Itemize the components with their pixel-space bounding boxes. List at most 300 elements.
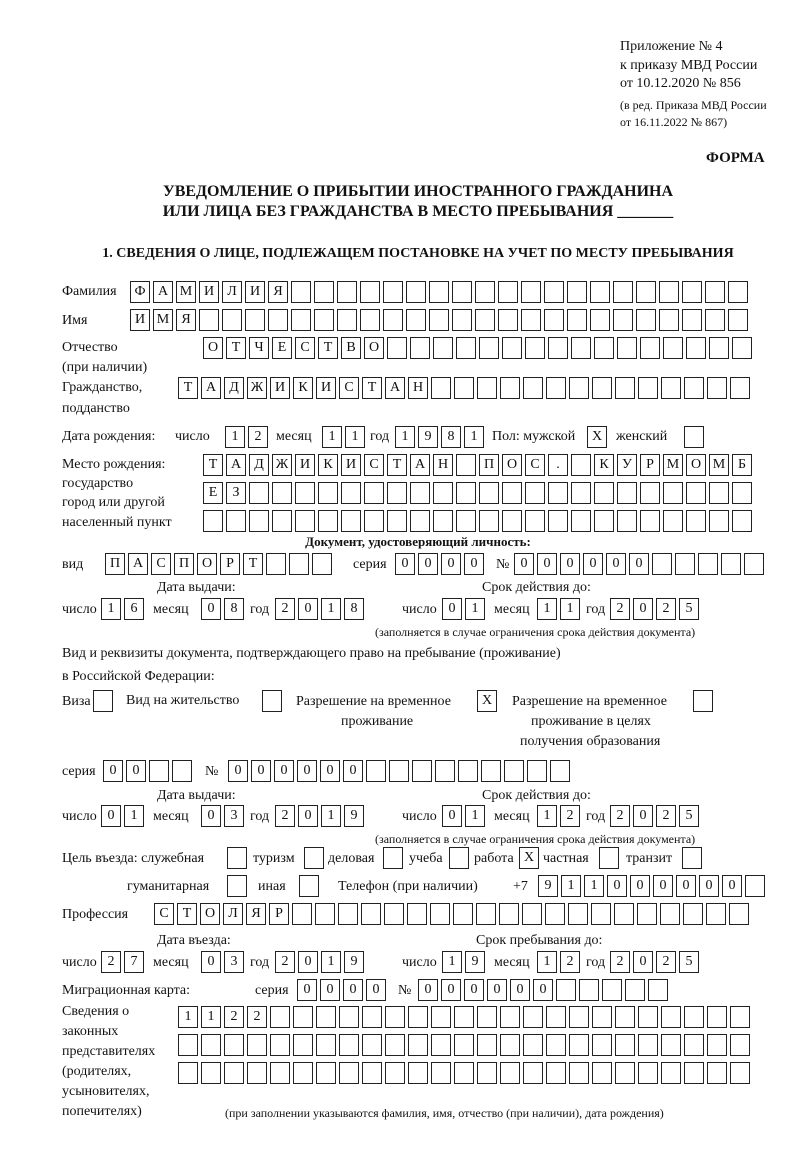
date-field[interactable] (537, 598, 580, 620)
char-box[interactable] (661, 1062, 681, 1084)
char-box[interactable]: В (341, 337, 361, 359)
char-box[interactable] (453, 903, 473, 925)
char-box[interactable]: С (151, 553, 171, 575)
phone-field[interactable] (538, 875, 765, 897)
char-box[interactable]: X (519, 847, 539, 869)
char-box[interactable] (625, 979, 645, 1001)
char-box[interactable] (341, 510, 361, 532)
char-box[interactable] (548, 337, 568, 359)
char-box[interactable] (571, 337, 591, 359)
char-box[interactable]: 0 (274, 760, 294, 782)
char-box[interactable]: 0 (607, 875, 627, 897)
char-box[interactable] (383, 281, 403, 303)
char-box[interactable]: 0 (699, 875, 719, 897)
char-box[interactable] (433, 337, 453, 359)
char-box[interactable] (475, 281, 495, 303)
char-box[interactable]: О (200, 903, 220, 925)
char-box[interactable]: Н (433, 454, 453, 476)
char-box[interactable]: 0 (676, 875, 696, 897)
char-box[interactable]: 0 (201, 598, 221, 620)
char-box[interactable]: 1 (201, 1006, 221, 1028)
char-box[interactable] (433, 510, 453, 532)
char-box[interactable] (637, 903, 657, 925)
char-box[interactable] (498, 309, 518, 331)
char-box[interactable] (201, 1062, 221, 1084)
char-box[interactable] (408, 1006, 428, 1028)
char-box[interactable] (477, 1034, 497, 1056)
char-box[interactable]: Е (272, 337, 292, 359)
char-box[interactable]: 0 (298, 598, 318, 620)
char-box[interactable] (548, 510, 568, 532)
char-box[interactable] (295, 510, 315, 532)
char-box[interactable]: М (709, 454, 729, 476)
char-box[interactable] (615, 1062, 635, 1084)
char-box[interactable]: М (176, 281, 196, 303)
char-box[interactable] (638, 377, 658, 399)
char-box[interactable] (385, 1062, 405, 1084)
char-box[interactable] (291, 309, 311, 331)
char-box[interactable] (500, 377, 520, 399)
char-box[interactable]: 9 (344, 805, 364, 827)
char-box[interactable] (407, 903, 427, 925)
char-box[interactable]: 1 (321, 598, 341, 620)
char-box[interactable] (408, 1062, 428, 1084)
char-box[interactable] (745, 875, 765, 897)
char-box[interactable] (172, 760, 192, 782)
birthplace-field[interactable] (203, 510, 752, 532)
char-box[interactable] (661, 377, 681, 399)
char-box[interactable] (504, 760, 524, 782)
char-box[interactable]: Ж (272, 454, 292, 476)
char-box[interactable] (387, 510, 407, 532)
date-field[interactable] (442, 598, 485, 620)
char-box[interactable] (318, 482, 338, 504)
char-box[interactable] (318, 510, 338, 532)
char-box[interactable] (314, 309, 334, 331)
char-box[interactable]: 0 (629, 553, 649, 575)
date-field[interactable] (442, 805, 485, 827)
char-box[interactable] (686, 337, 706, 359)
char-box[interactable]: 8 (344, 598, 364, 620)
char-box[interactable] (429, 281, 449, 303)
date-field[interactable] (537, 951, 580, 973)
char-box[interactable]: И (199, 281, 219, 303)
char-box[interactable]: 5 (679, 598, 699, 620)
char-box[interactable] (435, 760, 455, 782)
char-box[interactable]: И (130, 309, 150, 331)
char-box[interactable] (262, 690, 282, 712)
char-box[interactable]: 2 (560, 805, 580, 827)
char-box[interactable]: 3 (224, 951, 244, 973)
char-box[interactable] (410, 337, 430, 359)
char-box[interactable]: 1 (442, 951, 462, 973)
char-box[interactable] (456, 337, 476, 359)
char-box[interactable] (477, 1062, 497, 1084)
char-box[interactable] (362, 1062, 382, 1084)
char-box[interactable]: Р (640, 454, 660, 476)
char-box[interactable] (599, 847, 619, 869)
char-box[interactable] (408, 1034, 428, 1056)
char-box[interactable] (706, 903, 726, 925)
char-box[interactable]: Р (269, 903, 289, 925)
date-field[interactable] (275, 951, 364, 973)
char-box[interactable]: 6 (124, 598, 144, 620)
id-number-field[interactable] (514, 553, 764, 575)
trp-education-checkbox[interactable] (693, 690, 713, 712)
char-box[interactable]: М (153, 309, 173, 331)
char-box[interactable] (458, 760, 478, 782)
char-box[interactable] (406, 281, 426, 303)
char-box[interactable]: О (364, 337, 384, 359)
char-box[interactable] (226, 510, 246, 532)
char-box[interactable]: 0 (251, 760, 271, 782)
char-box[interactable]: 9 (538, 875, 558, 897)
char-box[interactable]: 9 (418, 426, 438, 448)
char-box[interactable]: Т (387, 454, 407, 476)
char-box[interactable] (295, 482, 315, 504)
char-box[interactable]: Д (249, 454, 269, 476)
char-box[interactable] (613, 309, 633, 331)
char-box[interactable]: 2 (560, 951, 580, 973)
char-box[interactable] (640, 337, 660, 359)
char-box[interactable] (293, 1062, 313, 1084)
char-box[interactable] (569, 1062, 589, 1084)
char-box[interactable]: 5 (679, 951, 699, 973)
char-box[interactable]: А (226, 454, 246, 476)
char-box[interactable] (316, 1006, 336, 1028)
purpose-business-checkbox[interactable] (383, 847, 403, 869)
char-box[interactable] (387, 482, 407, 504)
char-box[interactable]: И (341, 454, 361, 476)
char-box[interactable] (728, 309, 748, 331)
char-box[interactable] (732, 510, 752, 532)
char-box[interactable] (707, 1062, 727, 1084)
char-box[interactable] (292, 903, 312, 925)
char-box[interactable] (569, 377, 589, 399)
char-box[interactable] (456, 482, 476, 504)
purpose-private-checkbox[interactable] (599, 847, 619, 869)
char-box[interactable]: А (410, 454, 430, 476)
char-box[interactable]: И (316, 377, 336, 399)
representatives-field[interactable] (178, 1034, 750, 1056)
char-box[interactable]: 1 (321, 951, 341, 973)
char-box[interactable]: 2 (248, 426, 268, 448)
char-box[interactable]: 0 (298, 805, 318, 827)
char-box[interactable] (316, 1062, 336, 1084)
char-box[interactable] (615, 377, 635, 399)
char-box[interactable]: 2 (224, 1006, 244, 1028)
char-box[interactable] (245, 309, 265, 331)
char-box[interactable] (178, 1062, 198, 1084)
char-box[interactable] (293, 1006, 313, 1028)
birthplace-field[interactable] (203, 454, 752, 476)
char-box[interactable]: И (295, 454, 315, 476)
char-box[interactable]: 0 (201, 951, 221, 973)
char-box[interactable]: 3 (224, 805, 244, 827)
char-box[interactable] (614, 903, 634, 925)
name-field[interactable] (130, 309, 748, 331)
purpose-work-checkbox[interactable] (519, 847, 539, 869)
char-box[interactable] (698, 553, 718, 575)
char-box[interactable] (384, 903, 404, 925)
char-box[interactable] (477, 1006, 497, 1028)
char-box[interactable] (682, 281, 702, 303)
char-box[interactable] (661, 1034, 681, 1056)
char-box[interactable] (500, 1006, 520, 1028)
char-box[interactable] (383, 847, 403, 869)
char-box[interactable] (430, 903, 450, 925)
char-box[interactable] (730, 1006, 750, 1028)
char-box[interactable]: 9 (344, 951, 364, 973)
char-box[interactable] (337, 309, 357, 331)
char-box[interactable] (454, 377, 474, 399)
char-box[interactable] (339, 1062, 359, 1084)
char-box[interactable] (683, 903, 703, 925)
char-box[interactable] (521, 309, 541, 331)
char-box[interactable]: 5 (679, 805, 699, 827)
char-box[interactable] (636, 281, 656, 303)
char-box[interactable] (406, 309, 426, 331)
char-box[interactable] (721, 553, 741, 575)
date-field[interactable] (101, 805, 144, 827)
char-box[interactable]: 1 (537, 805, 557, 827)
char-box[interactable]: 7 (124, 951, 144, 973)
char-box[interactable] (502, 510, 522, 532)
char-box[interactable] (203, 510, 223, 532)
char-box[interactable] (93, 690, 113, 712)
char-box[interactable]: 0 (297, 760, 317, 782)
char-box[interactable] (429, 309, 449, 331)
char-box[interactable] (270, 1006, 290, 1028)
char-box[interactable]: 2 (610, 805, 630, 827)
char-box[interactable] (546, 1006, 566, 1028)
char-box[interactable]: 0 (366, 979, 386, 1001)
date-field[interactable] (537, 805, 580, 827)
char-box[interactable]: 1 (464, 426, 484, 448)
char-box[interactable] (525, 482, 545, 504)
char-box[interactable]: 2 (101, 951, 121, 973)
residence-checkbox[interactable] (262, 690, 282, 712)
date-field[interactable] (610, 805, 699, 827)
char-box[interactable]: А (128, 553, 148, 575)
date-field[interactable] (101, 598, 144, 620)
char-box[interactable] (684, 1062, 704, 1084)
char-box[interactable] (410, 482, 430, 504)
char-box[interactable] (476, 903, 496, 925)
char-box[interactable] (431, 1006, 451, 1028)
char-box[interactable] (730, 377, 750, 399)
char-box[interactable] (684, 377, 704, 399)
char-box[interactable]: 0 (201, 805, 221, 827)
char-box[interactable] (663, 482, 683, 504)
char-box[interactable] (591, 903, 611, 925)
char-box[interactable] (686, 510, 706, 532)
char-box[interactable]: С (525, 454, 545, 476)
char-box[interactable] (556, 979, 576, 1001)
char-box[interactable]: Б (732, 454, 752, 476)
char-box[interactable]: Т (178, 377, 198, 399)
char-box[interactable] (314, 281, 334, 303)
char-box[interactable] (693, 690, 713, 712)
char-box[interactable]: 0 (487, 979, 507, 1001)
patronymic-field[interactable] (203, 337, 752, 359)
char-box[interactable]: 0 (442, 805, 462, 827)
char-box[interactable] (571, 510, 591, 532)
char-box[interactable]: 2 (275, 951, 295, 973)
char-box[interactable] (366, 760, 386, 782)
representatives-field[interactable] (178, 1062, 750, 1084)
char-box[interactable]: 0 (441, 553, 461, 575)
char-box[interactable] (410, 510, 430, 532)
char-box[interactable] (729, 903, 749, 925)
char-box[interactable]: X (477, 690, 497, 712)
char-box[interactable] (569, 1006, 589, 1028)
char-box[interactable] (728, 281, 748, 303)
char-box[interactable]: П (105, 553, 125, 575)
char-box[interactable] (638, 1062, 658, 1084)
char-box[interactable] (709, 510, 729, 532)
char-box[interactable] (339, 1006, 359, 1028)
char-box[interactable] (613, 281, 633, 303)
char-box[interactable] (456, 510, 476, 532)
char-box[interactable] (224, 1062, 244, 1084)
char-box[interactable]: 1 (537, 951, 557, 973)
birth-month-field[interactable] (322, 426, 365, 448)
char-box[interactable]: 2 (656, 598, 676, 620)
right-doc-number-field[interactable] (228, 760, 570, 782)
char-box[interactable] (293, 1034, 313, 1056)
char-box[interactable]: 0 (633, 805, 653, 827)
char-box[interactable]: П (174, 553, 194, 575)
char-box[interactable]: 1 (584, 875, 604, 897)
char-box[interactable] (594, 337, 614, 359)
char-box[interactable]: Ч (249, 337, 269, 359)
char-box[interactable]: Н (408, 377, 428, 399)
char-box[interactable] (686, 482, 706, 504)
char-box[interactable]: Е (203, 482, 223, 504)
char-box[interactable]: 2 (610, 598, 630, 620)
char-box[interactable] (272, 510, 292, 532)
char-box[interactable] (730, 1034, 750, 1056)
char-box[interactable] (705, 281, 725, 303)
char-box[interactable] (222, 309, 242, 331)
char-box[interactable] (475, 309, 495, 331)
char-box[interactable]: 0 (126, 760, 146, 782)
char-box[interactable]: 2 (275, 805, 295, 827)
char-box[interactable] (660, 903, 680, 925)
char-box[interactable] (341, 482, 361, 504)
char-box[interactable] (638, 1006, 658, 1028)
char-box[interactable] (431, 1034, 451, 1056)
char-box[interactable] (268, 309, 288, 331)
char-box[interactable] (433, 482, 453, 504)
char-box[interactable] (527, 760, 547, 782)
char-box[interactable]: . (548, 454, 568, 476)
char-box[interactable]: 2 (275, 598, 295, 620)
char-box[interactable]: 1 (561, 875, 581, 897)
char-box[interactable] (431, 1062, 451, 1084)
char-box[interactable] (227, 875, 247, 897)
char-box[interactable]: 0 (533, 979, 553, 1001)
char-box[interactable] (452, 309, 472, 331)
char-box[interactable]: 0 (441, 979, 461, 1001)
char-box[interactable]: А (385, 377, 405, 399)
char-box[interactable] (640, 482, 660, 504)
char-box[interactable]: К (594, 454, 614, 476)
date-field[interactable] (201, 805, 244, 827)
purpose-service-checkbox[interactable] (227, 847, 247, 869)
right-doc-series-field[interactable] (103, 760, 192, 782)
char-box[interactable] (385, 1006, 405, 1028)
char-box[interactable]: 0 (320, 760, 340, 782)
char-box[interactable]: 0 (606, 553, 626, 575)
char-box[interactable] (707, 377, 727, 399)
char-box[interactable] (615, 1006, 635, 1028)
char-box[interactable] (499, 903, 519, 925)
char-box[interactable] (525, 510, 545, 532)
char-box[interactable] (546, 1062, 566, 1084)
char-box[interactable] (579, 979, 599, 1001)
char-box[interactable]: 1 (178, 1006, 198, 1028)
char-box[interactable]: А (201, 377, 221, 399)
char-box[interactable] (479, 482, 499, 504)
char-box[interactable] (361, 903, 381, 925)
char-box[interactable] (315, 903, 335, 925)
char-box[interactable] (227, 847, 247, 869)
char-box[interactable] (638, 1034, 658, 1056)
date-field[interactable] (610, 951, 699, 973)
char-box[interactable]: Л (222, 281, 242, 303)
char-box[interactable] (663, 510, 683, 532)
char-box[interactable]: К (293, 377, 313, 399)
char-box[interactable]: 0 (343, 979, 363, 1001)
char-box[interactable]: 8 (441, 426, 461, 448)
char-box[interactable] (337, 281, 357, 303)
char-box[interactable]: 0 (103, 760, 123, 782)
char-box[interactable]: X (587, 426, 607, 448)
char-box[interactable] (387, 337, 407, 359)
char-box[interactable] (684, 1006, 704, 1028)
char-box[interactable] (709, 482, 729, 504)
char-box[interactable] (149, 760, 169, 782)
char-box[interactable]: 1 (560, 598, 580, 620)
char-box[interactable] (705, 309, 725, 331)
char-box[interactable] (615, 1034, 635, 1056)
char-box[interactable]: У (617, 454, 637, 476)
char-box[interactable] (523, 377, 543, 399)
char-box[interactable]: 1 (321, 805, 341, 827)
char-box[interactable]: 1 (124, 805, 144, 827)
char-box[interactable]: 0 (510, 979, 530, 1001)
char-box[interactable]: Л (223, 903, 243, 925)
char-box[interactable] (590, 309, 610, 331)
char-box[interactable]: И (270, 377, 290, 399)
char-box[interactable]: 0 (633, 598, 653, 620)
char-box[interactable] (675, 553, 695, 575)
sex-male-checkbox[interactable] (587, 426, 607, 448)
char-box[interactable]: 0 (464, 553, 484, 575)
char-box[interactable]: 0 (418, 553, 438, 575)
char-box[interactable]: Д (224, 377, 244, 399)
char-box[interactable] (546, 377, 566, 399)
sex-female-checkbox[interactable] (684, 426, 704, 448)
char-box[interactable]: К (318, 454, 338, 476)
char-box[interactable] (291, 281, 311, 303)
char-box[interactable] (682, 309, 702, 331)
char-box[interactable]: Я (268, 281, 288, 303)
date-field[interactable] (275, 805, 364, 827)
char-box[interactable] (500, 1062, 520, 1084)
